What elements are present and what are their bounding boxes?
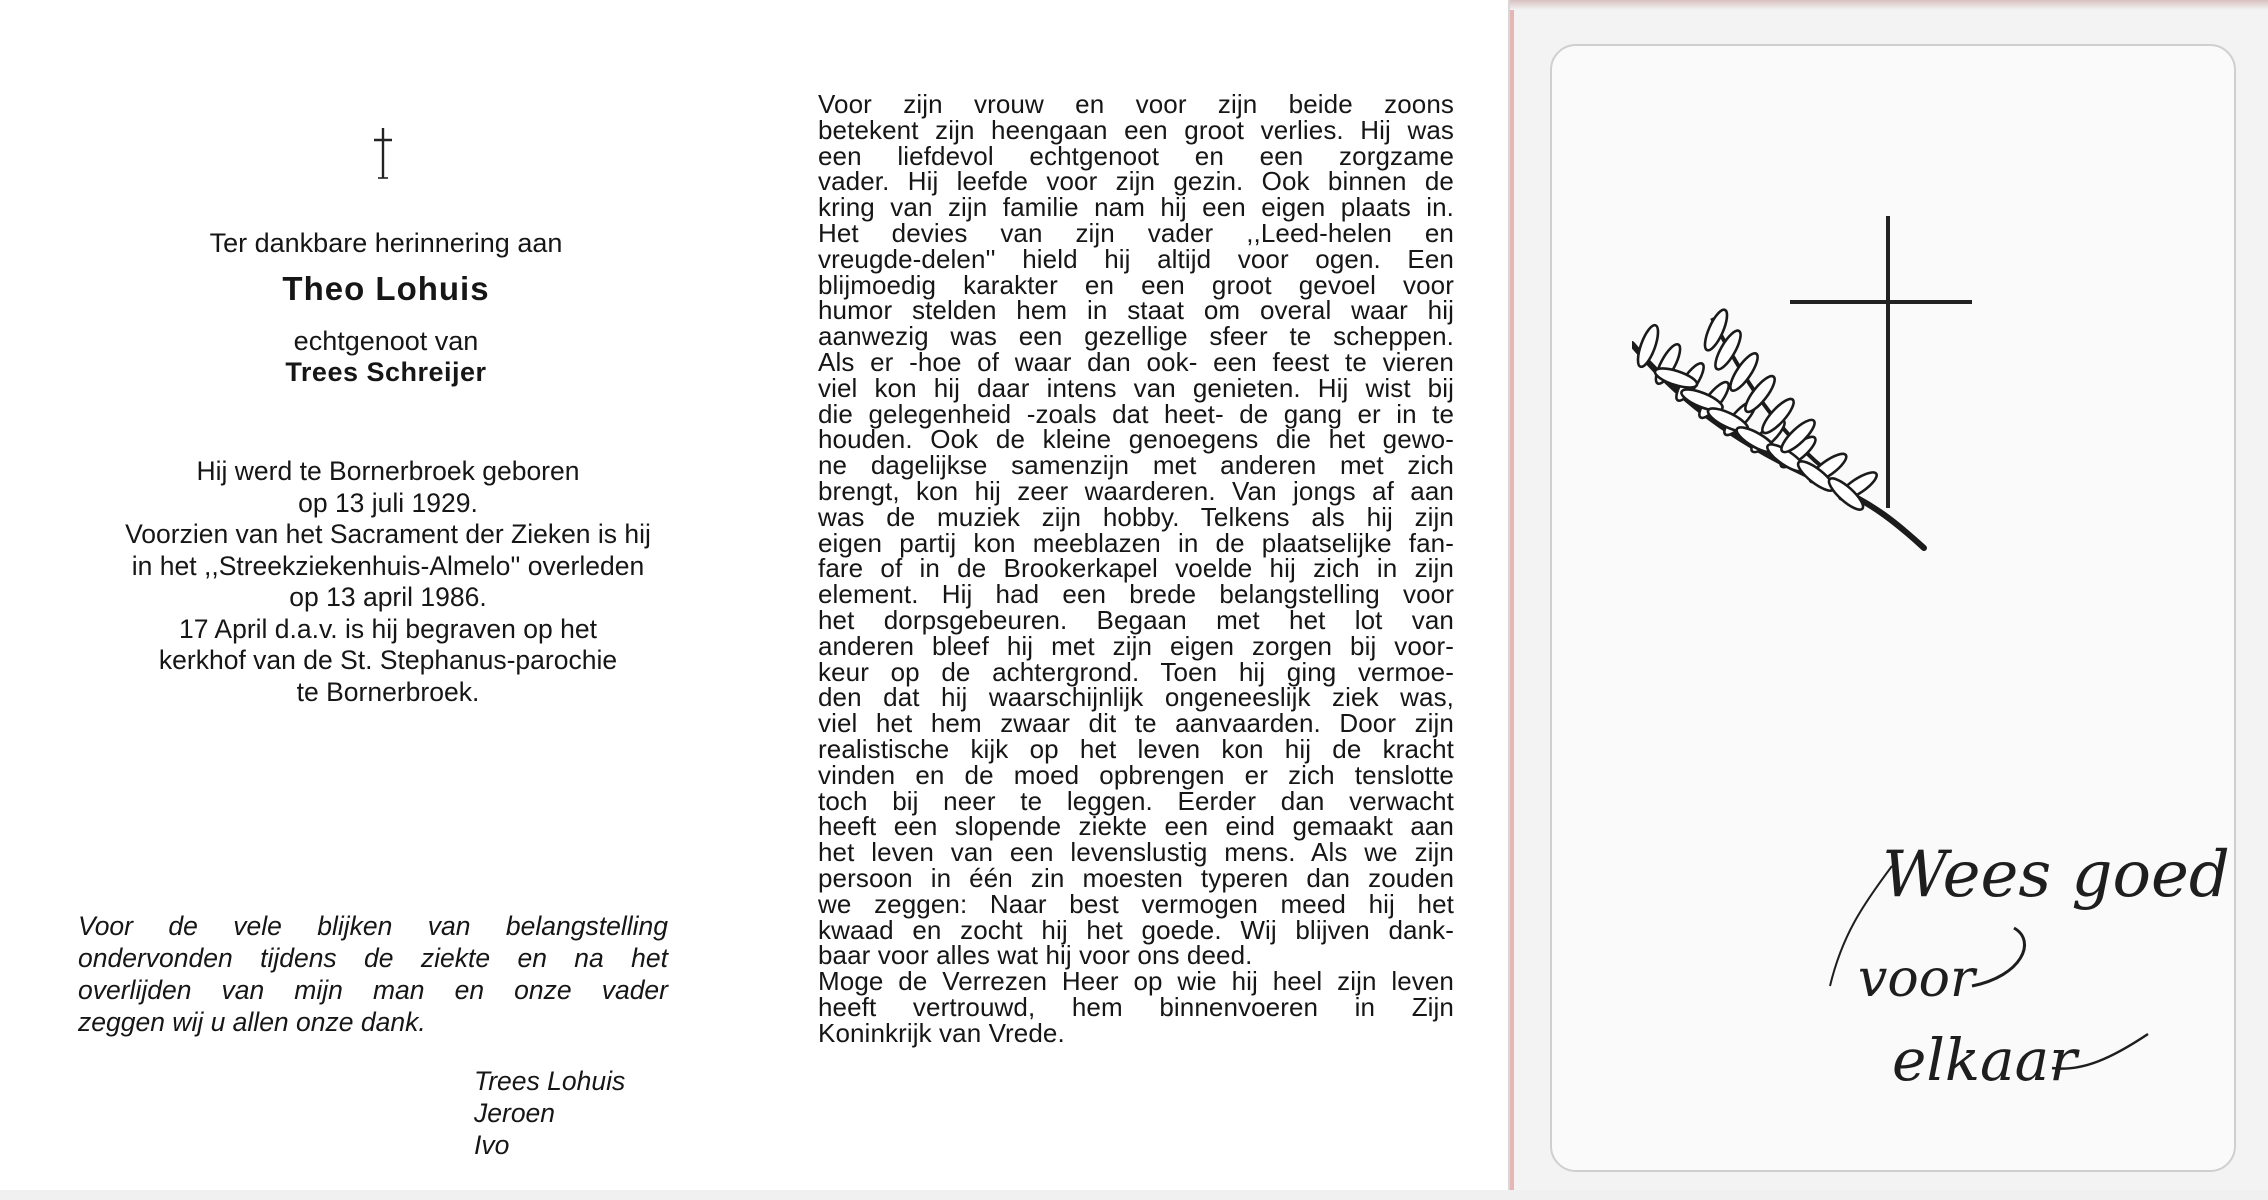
eulogy-line: den dat hij waarschijnlijk ongeneeslijk ziek was, bbox=[818, 682, 1454, 713]
eulogy-line: Als er -hoe of waar dan ook- een feest te vieren bbox=[818, 346, 1454, 377]
eulogy-line: kwaad en zocht hij het goede. Wij blijven dank- bbox=[818, 914, 1454, 945]
bio-line: Hij werd te Bornerbroek geboren bbox=[196, 456, 580, 486]
thanks-line: zeggen wij u allen onze dank. bbox=[78, 1007, 426, 1037]
thanks-line: ondervonden tijdens de ziekte en na het bbox=[78, 943, 668, 973]
eulogy-line: anderen bleef hij met zijn eigen zorgen bij voor- bbox=[818, 630, 1454, 661]
eulogy-line: fare of in de Brookerkapel voelde hij zich in zijn bbox=[818, 553, 1454, 584]
eulogy-line: vinden en de moed opbrengen er zich tenslotte bbox=[818, 759, 1454, 790]
eulogy-line: heeft een slopende ziekte een eind gemaakt aan bbox=[818, 811, 1454, 842]
motto-lettering bbox=[1822, 836, 2242, 1116]
eulogy-line: heeft vertrouwd, hem binnenvoeren in Zijn bbox=[818, 991, 1454, 1022]
bio-line: in het ,,Streekziekenhuis-Almelo'' overleden bbox=[131, 550, 645, 581]
thanks-line: Voor de vele blijken van belangstelling bbox=[78, 911, 668, 941]
eulogy-line: we zeggen: Naar best vermogen meed hij het bbox=[818, 888, 1454, 919]
eulogy-line: Moge de Verrezen Heer op wie hij heel zijn leven bbox=[818, 966, 1454, 997]
card-edge bbox=[1510, 0, 1514, 1200]
spouse-name: Trees Schreijer bbox=[285, 357, 487, 387]
eulogy-line: Het devies van zijn vader ,,Leed-helen en bbox=[818, 217, 1454, 248]
eulogy-line: was de muziek zijn hobby. Telkens als hij zijn bbox=[818, 501, 1454, 532]
motto-line: Wees goed bbox=[1882, 838, 2230, 912]
eulogy-line: het leven van een levenslustig mens. Als we zijn bbox=[818, 837, 1454, 868]
memorial-left-panel bbox=[0, 0, 780, 1200]
eulogy-line: betekent zijn heengaan een groot verlies. Hij was bbox=[818, 114, 1454, 145]
palm-leaf bbox=[1634, 323, 1662, 369]
motto-line: elkaar bbox=[1892, 1026, 2077, 1094]
signers bbox=[474, 1065, 625, 1161]
cross-with-palm-icon bbox=[1632, 196, 2032, 596]
eulogy-line: keur op de achtergrond. Toen hij ging vermoe- bbox=[818, 656, 1454, 687]
cover-card bbox=[1550, 44, 2236, 1172]
eulogy-line: Voor zijn vrouw en voor zijn beide zoons bbox=[818, 89, 1454, 119]
bio-line: Voorzien van het Sacrament der Zieken is hij bbox=[125, 519, 651, 549]
eulogy-line: kring van zijn familie nam hij een eigen plaats in. bbox=[818, 192, 1454, 223]
dedication-text: Ter dankbare herinnering aan bbox=[209, 228, 563, 258]
bio-line: 17 April d.a.v. is hij begraven op het bbox=[179, 613, 597, 644]
eulogy-line: het dorpsgebeuren. Begaan met het lot van bbox=[818, 604, 1454, 635]
eulogy-line: viel het hem zwaar dit te aanvaarden. Door zijn bbox=[818, 708, 1454, 739]
eulogy-line: eigen partij kon meeblazen in de plaatselijke fan- bbox=[818, 527, 1454, 558]
eulogy-line: humor stelden hem in staat om overal waar hij bbox=[818, 295, 1454, 326]
bio-line: op 13 april 1986. bbox=[289, 582, 487, 612]
cross-icon bbox=[372, 126, 394, 180]
eulogy-line: vreugde-delen'' hield hij altijd voor ogen. Een bbox=[818, 243, 1454, 274]
spouse-label: echtgenoot van bbox=[293, 326, 479, 356]
eulogy-line: die gelegenheid -zoals dat heet- de gang er in te bbox=[818, 398, 1454, 429]
thanks-line: overlijden van mijn man en onze vader bbox=[78, 975, 668, 1005]
bio-line: te Bornerbroek. bbox=[296, 676, 480, 707]
thanks-paragraph bbox=[78, 910, 668, 1038]
motto-line: voor bbox=[1858, 949, 1975, 1009]
eulogy-line: vader. Hij leefde voor zijn gezin. Ook binnen de bbox=[818, 166, 1454, 197]
eulogy-line: aanwezig was een gezellige sfeer te scheppen. bbox=[818, 321, 1454, 352]
eulogy-line: persoon in één zin moesten typeren dan zouden bbox=[818, 862, 1454, 893]
eulogy-line: een liefdevol echtgenoot en een zorgzame bbox=[818, 140, 1454, 171]
eulogy-line: toch bij neer te leggen. Eerder dan verwacht bbox=[818, 785, 1454, 816]
memorial-cover-panel bbox=[1510, 0, 2268, 1200]
eulogy-text bbox=[818, 89, 1454, 1048]
scan-bottom-edge bbox=[0, 1190, 2268, 1200]
bio-line: op 13 juli 1929. bbox=[298, 487, 478, 518]
eulogy-line: element. Hij had een brede belangstelling voor bbox=[818, 579, 1454, 610]
eulogy-line: blijmoedig karakter en een groot gevoel voor bbox=[818, 269, 1454, 300]
bio-line: kerkhof van de St. Stephanus-parochie bbox=[158, 645, 618, 675]
eulogy-line: Koninkrijk van Vrede. bbox=[818, 1017, 1065, 1048]
signer: Jeroen bbox=[474, 1098, 556, 1128]
card-top-edge bbox=[1510, 0, 2268, 10]
eulogy-line: ne dagelijkse samenzijn met anderen met zich bbox=[818, 450, 1454, 481]
memorial-middle-panel bbox=[780, 0, 1510, 1200]
signer: Trees Lohuis bbox=[474, 1066, 626, 1096]
eulogy-line: baar voor alles wat hij voor ons deed. bbox=[818, 940, 1253, 971]
signer: Ivo bbox=[474, 1130, 510, 1160]
eulogy-line: brengt, kon hij zeer waarderen. Van jongs af aan bbox=[818, 475, 1454, 506]
biography bbox=[58, 456, 718, 708]
eulogy-line: houden. Ook de kleine genoegens die het gewo- bbox=[818, 424, 1454, 455]
eulogy-line: realistische kijk op het leven kon hij de kracht bbox=[818, 733, 1454, 764]
deceased-name: Theo Lohuis bbox=[282, 270, 490, 307]
eulogy-line: viel kon hij daar intens van genieten. Hij wist bij bbox=[818, 372, 1454, 403]
